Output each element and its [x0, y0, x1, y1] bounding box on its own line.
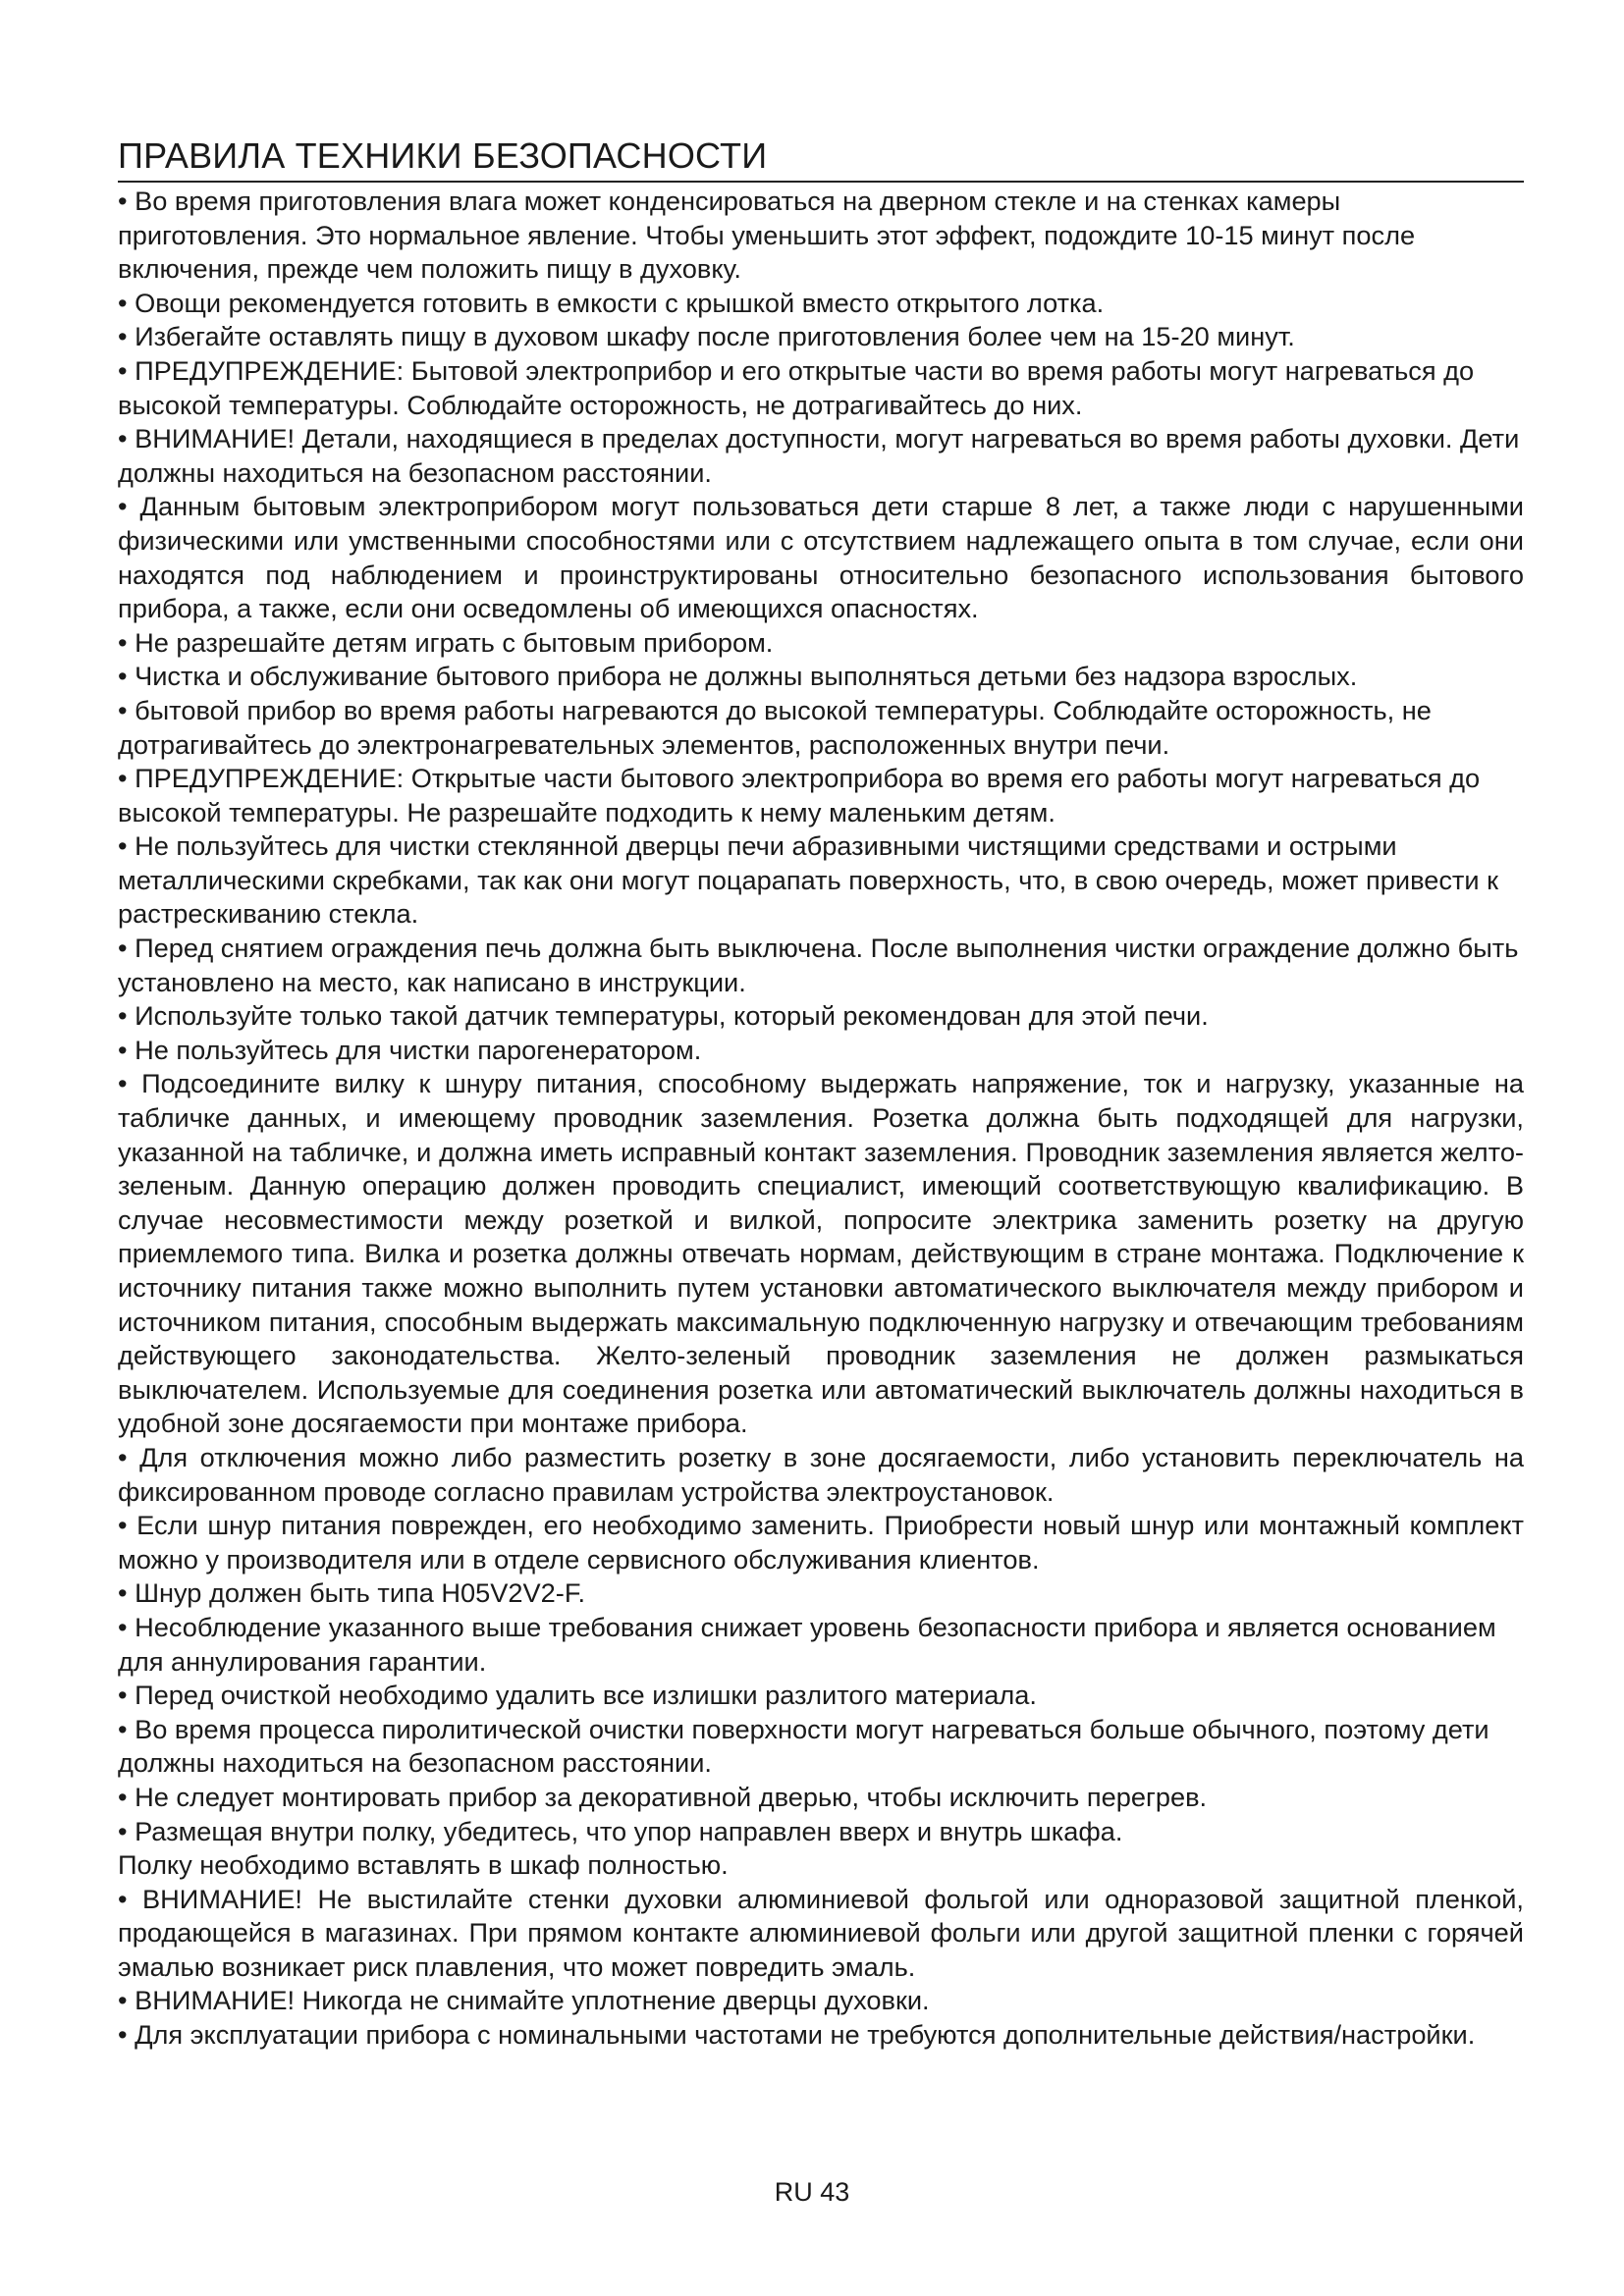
list-item: • ПРЕДУПРЕЖДЕНИЕ: Открытые части бытового электроприбора во время его работы могут нагреваться до высокой температуры. Не разрешайте подходить к нему маленьким детям.	[118, 763, 1481, 828]
list-item: • Не пользуйтесь для чистки стеклянной дверцы печи абразивными чистящими средствами и острыми металлическими скребками, так как они могут поцарапать поверхность, что, в свою очередь, может привести к растрескиванию стекла.	[118, 830, 1499, 930]
list-item: • ВНИМАНИЕ! Никогда не снимайте уплотнение дверцы духовки.	[118, 1985, 930, 2016]
list-item: • Подсоедините вилку к шнуру питания, способному выдержать напряжение, ток и нагрузку, указанные на табличке данных, и имеющему проводник заземления. Розетка должна быть подходящей для нагрузки, указанной на табличке, и должна иметь исправный контакт заземления. Проводник заземления является желто-зеленым. Данную операцию должен проводить специалист, имеющий соответствующую квалификацию. В случае несовместимости между розеткой и вилкой, попросите электрика заменить розетку на другую приемлемого типа. Вилка и розетка должны отвечать нормам, действующим в стране монтажа. Подключение к источнику питания также можно выполнить путем установки автоматического выключателя между прибором и источником питания, способным выдержать максимальную подключенную нагрузку и отвечающим требованиям действующего законодательства. Желто-зеленый проводник заземления не должен размыкаться выключателем. Используемые для соединения розетка или автоматический выключатель должны находиться в удобной зоне досягаемости при монтаже прибора.	[118, 1068, 1524, 1439]
list-item: • ВНИМАНИЕ! Не выстилайте стенки духовки алюминиевой фольгой или одноразовой защитной пленкой, продающейся в магазинах. При прямом контакте алюминиевой фольги или другой защитной пленки с горячей эмалью возникает риск плавления, что может повредить эмаль.	[118, 1883, 1524, 1982]
list-item: • Используйте только такой датчик температуры, который рекомендован для этой печи.	[118, 1000, 1209, 1032]
list-item: • Для эксплуатации прибора с номинальными частотами не требуются дополнительные действия/настройки.	[118, 2019, 1476, 2051]
list-item: • Шнур должен быть типа H05V2V2-F.	[118, 1577, 585, 1609]
list-item: • Для отключения можно либо разместить розетку в зоне досягаемости, либо установить переключатель на фиксированном проводе согласно правилам устройства электроустановок.	[118, 1441, 1524, 1507]
page-title: ПРАВИЛА ТЕХНИКИ БЕЗОПАСНОСТИ	[118, 133, 1524, 183]
page-number: RU 43	[774, 2177, 850, 2207]
safety-rules-list	[118, 185, 1524, 2053]
list-item: • Размещая внутри полку, убедитесь, что упор направлен вверх и внутрь шкафа.	[118, 1815, 1123, 1846]
document-page	[118, 133, 1524, 2053]
list-item: • Данным бытовым электроприбором могут пользоваться дети старше 8 лет, а также люди с нарушенными физическими или умственными способностями или с отсутствием надлежащего опыта в том случае, если они находятся под наблюдением и проинструктированы относительно безопасного использования бытового прибора, а также, если они осведомлены об имеющихся опасностях.	[118, 491, 1524, 624]
list-item: • бытовой прибор во время работы нагреваются до высокой температуры. Соблюдайте осторожность, не дотрагивайтесь до электронагревательных элементов, расположенных внутри печи.	[118, 694, 1432, 760]
list-item: • Во время приготовления влага может конденсироваться на дверном стекле и на стенках камеры приготовления. Это нормальное явление. Чтобы уменьшить этот эффект, подождите 10-15 минут после включения, прежде чем положить пищу в духовку.	[118, 186, 1416, 285]
list-item: • Перед снятием ограждения печь должна быть выключена. После выполнения чистки ограждение должно быть установлено на место, как написано в инструкции.	[118, 933, 1519, 997]
list-item: • Не разрешайте детям играть с бытовым прибором.	[118, 626, 774, 658]
list-item: • ВНИМАНИЕ! Детали, находящиеся в пределах доступности, могут нагреваться во время работы духовки. Дети должны находиться на безопасном расстоянии.	[118, 423, 1520, 488]
list-item: • Овощи рекомендуется готовить в емкости с крышкой вместо открытого лотка.	[118, 287, 1105, 318]
list-item: • Во время процесса пиролитической очистки поверхности могут нагреваться больше обычного, поэтому дети должны находиться на безопасном расстоянии.	[118, 1713, 1489, 1779]
list-item: • Несоблюдение указанного выше требования снижает уровень безопасности прибора и является основанием для аннулирования гарантии.	[118, 1611, 1496, 1677]
list-item: Полку необходимо вставлять в шкаф полностью.	[118, 1849, 729, 1881]
list-item: • Если шнур питания поврежден, его необходимо заменить. Приобрести новый шнур или монтажный комплект можно у производителя или в отделе сервисного обслуживания клиентов.	[118, 1510, 1524, 1575]
list-item: • ПРЕДУПРЕЖДЕНИЕ: Бытовой электроприбор и его открытые части во время работы могут нагреваться до высокой температуры. Соблюдайте осторожность, не дотрагивайтесь до них.	[118, 354, 1475, 420]
list-item: • Не следует монтировать прибор за декоративной дверью, чтобы исключить перегрев.	[118, 1781, 1208, 1812]
list-item: • Избегайте оставлять пищу в духовом шкафу после приготовления более чем на 15-20 минут.	[118, 321, 1295, 352]
list-item: • Перед очисткой необходимо удалить все излишки разлитого материала.	[118, 1680, 1037, 1711]
list-item: • Чистка и обслуживание бытового прибора не должны выполняться детьми без надзора взрослых.	[118, 661, 1358, 692]
list-item: • Не пользуйтесь для чистки парогенератором.	[118, 1034, 702, 1065]
